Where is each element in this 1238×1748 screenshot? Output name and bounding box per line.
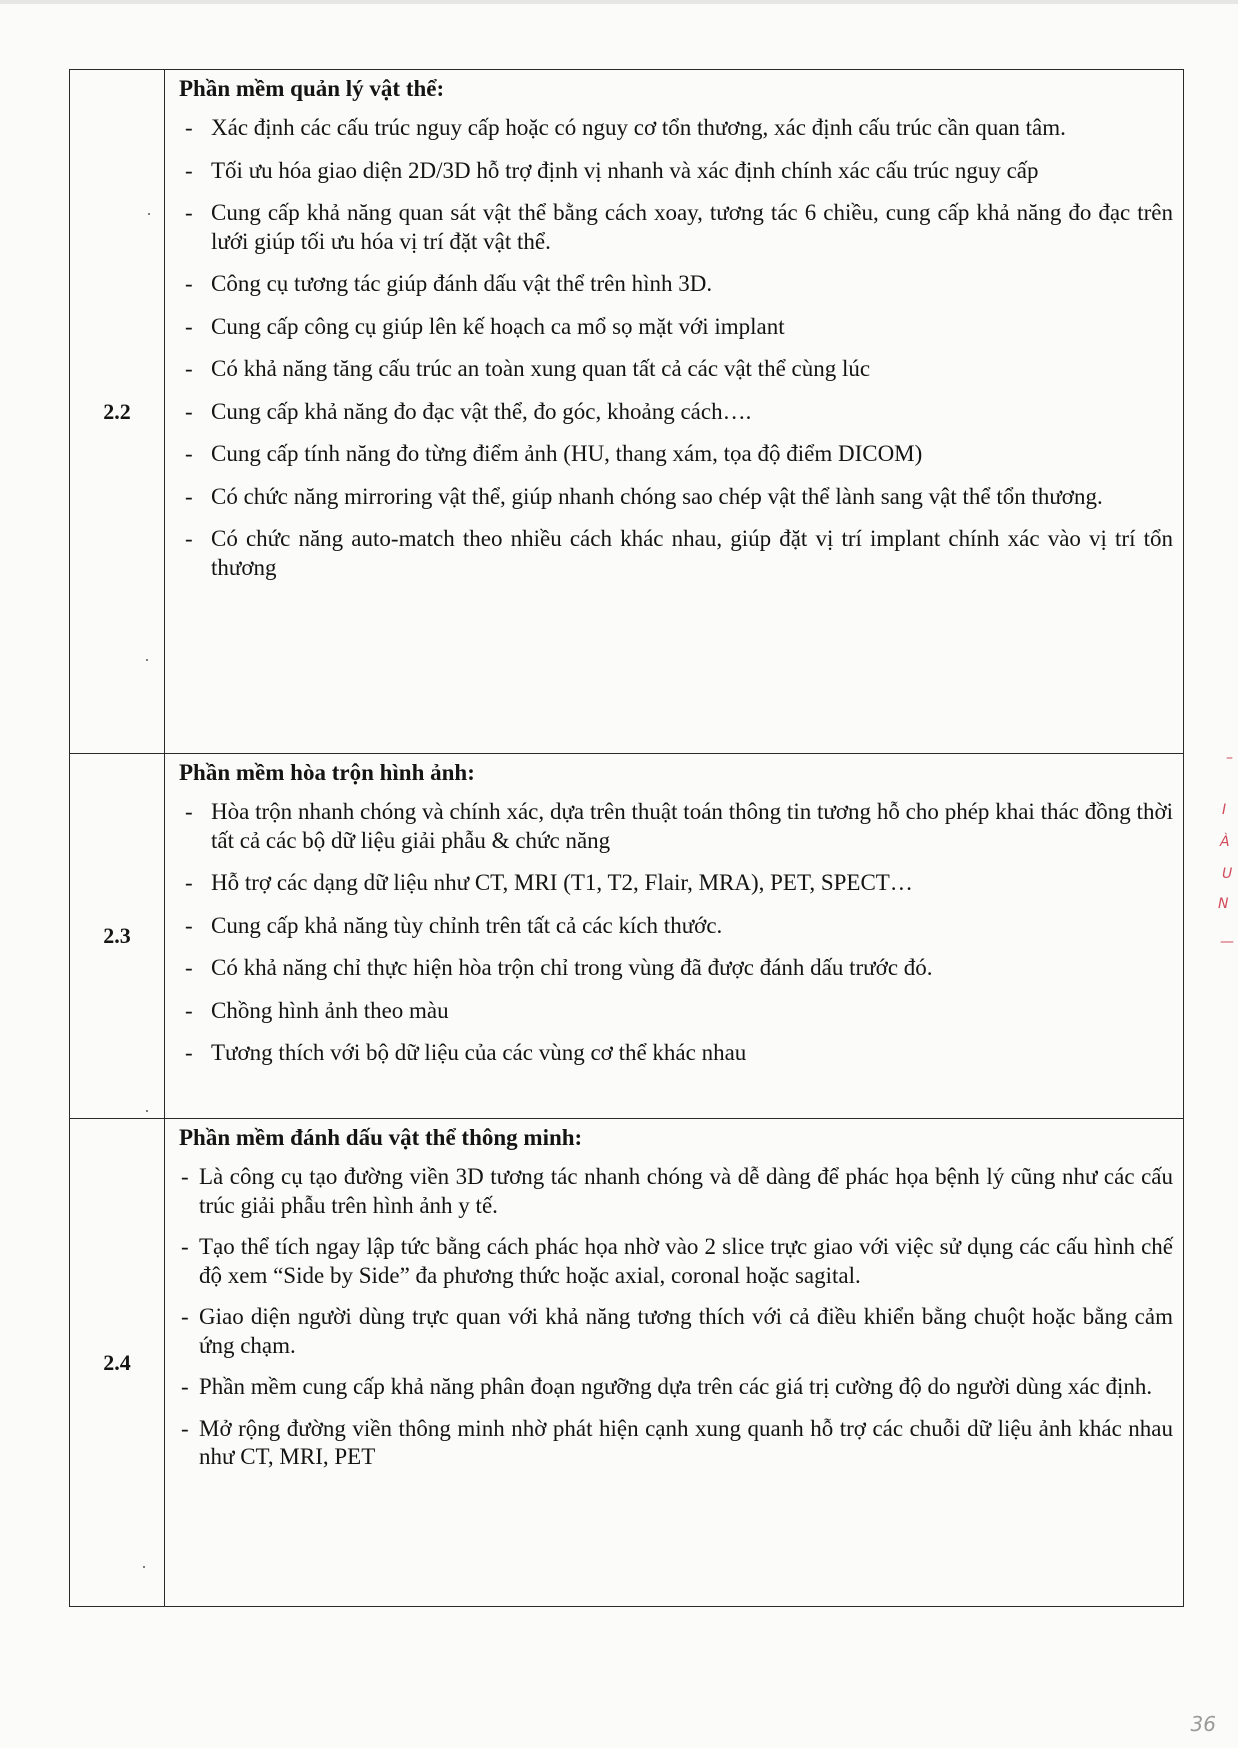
margin-stamp-fragment: U bbox=[1222, 866, 1233, 882]
list-item: - Là công cụ tạo đường viền 3D tương tác nhanh chóng và dễ dàng để phác họa bệnh lý cũng như các cấu trúc giải phẫu trên hình ảnh y tế. bbox=[179, 1163, 1173, 1220]
section-number-cell bbox=[70, 754, 165, 1119]
list-item: - Có chức năng auto-match theo nhiều cách khác nhau, giúp đặt vị trí implant chính xác vào vị trí tổn thương bbox=[179, 525, 1173, 582]
scan-speck bbox=[143, 1566, 145, 1568]
section-number-cell bbox=[70, 70, 165, 754]
margin-stamp-fragment: – bbox=[1226, 750, 1233, 766]
feature-list bbox=[179, 798, 1173, 1068]
scan-speck bbox=[146, 1110, 148, 1112]
section-content-cell bbox=[165, 1119, 1184, 1607]
scan-speck bbox=[148, 213, 150, 215]
section-number: 2.4 bbox=[103, 1349, 131, 1375]
list-item: - Chồng hình ảnh theo màu bbox=[179, 997, 1173, 1026]
table-row bbox=[70, 1119, 1184, 1607]
specification-table bbox=[69, 69, 1184, 1607]
section-number-cell bbox=[70, 1119, 165, 1607]
list-item: - Phần mềm cung cấp khả năng phân đoạn ngưỡng dựa trên các giá trị cường độ do người dùng xác định. bbox=[179, 1373, 1173, 1402]
section-number: 2.3 bbox=[103, 923, 131, 948]
list-item: - Có khả năng chỉ thực hiện hòa trộn chỉ trong vùng đã được đánh dấu trước đó. bbox=[179, 954, 1173, 983]
page-top-edge bbox=[0, 0, 1238, 4]
list-item: - Tạo thể tích ngay lập tức bằng cách phác họa nhờ vào 2 slice trực giao với việc sử dụng các cấu hình chế độ xem “Side by Side” đa phương thức hoặc axial, coronal hoặc sagital. bbox=[179, 1233, 1173, 1290]
margin-stamp-fragment: — bbox=[1220, 934, 1234, 950]
feature-list bbox=[179, 114, 1173, 582]
margin-stamp-fragment: N bbox=[1218, 896, 1229, 912]
table-row bbox=[70, 754, 1184, 1119]
section-content-cell bbox=[165, 754, 1184, 1119]
page-number: 36 bbox=[1190, 1712, 1216, 1736]
list-item: - Tương thích với bộ dữ liệu của các vùng cơ thể khác nhau bbox=[179, 1039, 1173, 1068]
list-item: - Cung cấp khả năng đo đạc vật thể, đo góc, khoảng cách…. bbox=[179, 398, 1173, 427]
section-content-cell bbox=[165, 70, 1184, 754]
section-title: Phần mềm đánh dấu vật thể thông minh: bbox=[179, 1125, 583, 1150]
list-item: - Công cụ tương tác giúp đánh dấu vật thể trên hình 3D. bbox=[179, 270, 1173, 299]
list-item: - Có chức năng mirroring vật thể, giúp nhanh chóng sao chép vật thể lành sang vật thể tổn thương. bbox=[179, 483, 1173, 512]
list-item: - Cung cấp khả năng tùy chỉnh trên tất cả các kích thước. bbox=[179, 912, 1173, 941]
list-item: - Hỗ trợ các dạng dữ liệu như CT, MRI (T1, T2, Flair, MRA), PET, SPECT… bbox=[179, 869, 1173, 898]
list-item: - Giao diện người dùng trực quan với khả năng tương thích với cả điều khiển bằng chuột hoặc bằng cảm ứng chạm. bbox=[179, 1303, 1173, 1360]
list-item: - Cung cấp tính năng đo từng điểm ảnh (HU, thang xám, tọa độ điểm DICOM) bbox=[179, 440, 1173, 469]
section-number: 2.2 bbox=[103, 398, 131, 424]
list-item: - Xác định các cấu trúc nguy cấp hoặc có nguy cơ tổn thương, xác định cấu trúc cần quan tâm. bbox=[179, 114, 1173, 143]
list-item: - Có khả năng tăng cấu trúc an toàn xung quan tất cả các vật thể cùng lúc bbox=[179, 355, 1173, 384]
section-title: Phần mềm quản lý vật thể: bbox=[179, 76, 445, 101]
list-item: - Mở rộng đường viền thông minh nhờ phát hiện cạnh xung quanh hỗ trợ các chuỗi dữ liệu ảnh khác nhau như CT, MRI, PET bbox=[179, 1415, 1173, 1472]
scan-speck bbox=[146, 659, 148, 661]
list-item: - Tối ưu hóa giao diện 2D/3D hỗ trợ định vị nhanh và xác định chính xác cấu trúc nguy cấp bbox=[179, 157, 1173, 186]
table-row bbox=[70, 70, 1184, 754]
margin-stamp-fragment: À bbox=[1220, 834, 1230, 850]
list-item: - Hòa trộn nhanh chóng và chính xác, dựa trên thuật toán thông tin tương hỗ cho phép khai thác đồng thời tất cả các bộ dữ liệu giải phẫu & chức năng bbox=[179, 798, 1173, 855]
feature-list bbox=[179, 1163, 1173, 1472]
margin-stamp-fragment: I bbox=[1222, 802, 1227, 818]
list-item: - Cung cấp khả năng quan sát vật thể bằng cách xoay, tương tác 6 chiều, cung cấp khả năng đo đạc trên lưới giúp tối ưu hóa vị trí đặt vật thể. bbox=[179, 199, 1173, 256]
list-item: - Cung cấp công cụ giúp lên kế hoạch ca mổ sọ mặt với implant bbox=[179, 313, 1173, 342]
section-title: Phần mềm hòa trộn hình ảnh: bbox=[179, 760, 475, 785]
